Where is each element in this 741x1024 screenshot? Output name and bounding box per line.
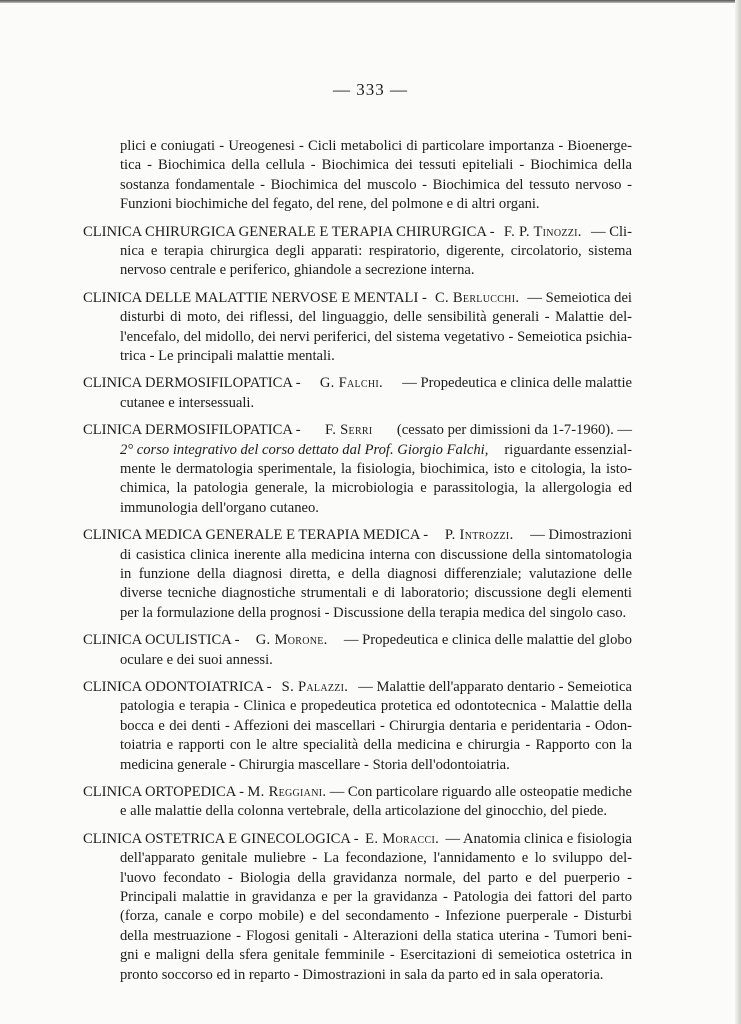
course-title: CLINICA ORTOPEDICA - xyxy=(83,784,245,800)
entry-heading-line xyxy=(83,678,632,696)
entry-heading-line xyxy=(83,223,632,241)
professor-name: C. Berlucchi. xyxy=(434,289,520,306)
text-line: plici e coniugati - Ureogenesi - Cicli metabolici di particolare importanza - Bioenerge- xyxy=(120,138,632,154)
entry-heading-line xyxy=(83,289,632,307)
entry-text: — Semeiotica dei xyxy=(527,289,632,306)
entry-text: — Dimostrazioni xyxy=(530,527,632,544)
text-line: mente le dermatologia sperimentale, la fisiologia, biochimica, isto e citologia, la isto- xyxy=(120,461,632,477)
text-line: tica - Biochimica della cellula - Biochimica dei tessuti epiteliali - Biochimica della xyxy=(120,157,632,174)
text-line: dell'apparato genitale muliebre - La fecondazione, l'annidamento e lo sviluppo del- xyxy=(120,850,632,867)
course-title: CLINICA CHIRURGICA GENERALE E TERAPIA CHIRURGICA - xyxy=(83,223,495,240)
text-line: cutanee e intersessuali. xyxy=(120,394,255,411)
text-line: nervoso centrale e periferico, ghiandole a secrezione interna. xyxy=(120,262,475,279)
text-line: pronto soccorso ed in reparto - Dimostrazioni in sala da parto ed in sala operatoria. xyxy=(120,966,604,983)
professor-name: G. Morone. xyxy=(255,632,328,649)
text-line: oculare e dei suoi annessi. xyxy=(120,651,273,668)
italic-note: 2° corso integrativo del corso dettato dal Prof. Giorgio Falchi, xyxy=(120,441,489,458)
text-line: chimica, la patologia generale, la microbiologia e parassitologia, la allergologia ed xyxy=(120,480,632,497)
text-line: trica - Le principali malattie mentali. xyxy=(120,348,335,364)
entry-text: — Cli- xyxy=(591,223,632,240)
entry-text: — Malattie dell'apparato dentario - Semeiotica xyxy=(358,679,632,695)
text-line: sostanza fondamentale - Biochimica del muscolo - Biochimica del tessuto nervoso - xyxy=(120,176,632,193)
entry-heading-line xyxy=(83,526,632,544)
course-title: CLINICA DERMOSIFILOPATICA - xyxy=(83,375,301,392)
text-line: toiatria e rapporti con le altre specialità della medicina e chirurgia - Rapporto con la xyxy=(120,737,632,754)
professor-name: G. Falchi. xyxy=(319,375,383,392)
text-line: Funzioni biochimiche del fegato, del rene, del polmone e di altri organi. xyxy=(120,196,540,213)
professor-name: F. Serri xyxy=(324,422,373,439)
entry-heading-line xyxy=(83,783,632,801)
scan-right-edge xyxy=(735,0,741,1024)
page-number: — 333 — xyxy=(333,80,408,99)
entry-heading-line xyxy=(83,830,632,848)
text-fragment: riguardante essenzial- xyxy=(504,441,632,458)
professor-name: P. Introzzi. xyxy=(444,527,514,544)
text-line: l'uovo fecondato - Biologia della gravidanza normale, del parto e del puerperio - xyxy=(120,869,632,886)
professor-name: M. Reggiani. xyxy=(247,784,327,800)
text-line: l'encefalo, del midollo, dei nervi periferici, del sistema vegetativo - Semeiotica psichia- xyxy=(120,328,632,345)
entry-heading-line xyxy=(83,421,632,439)
text-line: e alle malattie della colonna vertebrale, della articolazione del ginocchio, del piede. xyxy=(120,803,608,820)
text-line: gni e maligni della sfera genitale femminile - Esercitazioni di semeiotica ostetrica in xyxy=(120,947,632,964)
course-title: CLINICA OSTETRICA E GINECOLOGICA - xyxy=(83,830,359,847)
professor-name: F. P. Tinozzi. xyxy=(503,223,582,240)
entry-text: (cessato per dimissioni da 1-7-1960). — xyxy=(396,422,632,439)
text-line: della mestruazione - Flogosi genitali - Alterazioni della statica uterina - Tumori beni- xyxy=(120,927,632,944)
professor-name: E. Moracci. xyxy=(365,830,440,847)
text-line: diverse tecniche diagnostiche strumentali e di laboratorio; discussione degli elementi xyxy=(120,585,632,602)
course-title: CLINICA MEDICA GENERALE E TERAPIA MEDICA - xyxy=(83,527,429,544)
entry-heading-line xyxy=(83,631,632,649)
entry-heading-line xyxy=(83,374,632,392)
text-line: di casistica clinica inerente alla medicina interna con discussione della sintomatologia xyxy=(120,546,632,563)
text-line: patologia e terapia - Clinica e propedeutica protetica ed odontotecnica - Malattie della xyxy=(120,698,632,715)
entry-text: — Propedeutica e clinica delle malattie xyxy=(402,375,632,392)
course-title: CLINICA DELLE MALATTIE NERVOSE E MENTALI - xyxy=(83,289,427,306)
course-title: CLINICA DERMOSIFILOPATICA - xyxy=(83,422,301,439)
text-line: disturbi di moto, dei riflessi, del linguaggio, delle sensibilità generali - Malattie del- xyxy=(120,309,632,326)
text-line: medicina generale - Chirurgia mascellare - Storia dell'odontoiatria. xyxy=(120,756,510,773)
text-line: bocca e dei denti - Affezioni dei mascellari - Chirurgia dentaria e peridentaria - Odon- xyxy=(120,717,632,734)
professor-name: S. Palazzi. xyxy=(281,679,349,695)
text-line: in funzione della diagnosi diretta, e della diagnosi differenziale; valutazione delle xyxy=(120,566,632,582)
entry-text: — Con particolare riguardo alle osteopatie mediche xyxy=(329,784,632,800)
text-line: immunologia dell'organo cutaneo. xyxy=(120,499,319,516)
scan-top-edge xyxy=(0,0,741,3)
text-line xyxy=(120,441,632,459)
entry-text: — Anatomia clinica e fisiologia xyxy=(445,830,632,847)
text-line: (forza, canale e corpo mobile) e del secondamento - Infezione puerperale - Disturbi xyxy=(120,908,632,925)
entry-text: — Propedeutica e clinica delle malattie del globo xyxy=(343,632,632,649)
text-line: nica e terapia chirurgica degli apparati: respiratorio, digerente, circolatorio, sistema xyxy=(120,243,632,259)
course-title: CLINICA ODONTOIATRICA - xyxy=(83,679,272,695)
course-title: CLINICA OCULISTICA - xyxy=(83,632,240,649)
text-line: per la formulazione della prognosi - Discussione della terapia medica del singolo caso. xyxy=(120,604,627,621)
text-line: Principali malattie in gravidanza e per la gravidanza - Patologia dei fattori del parto xyxy=(120,889,632,905)
